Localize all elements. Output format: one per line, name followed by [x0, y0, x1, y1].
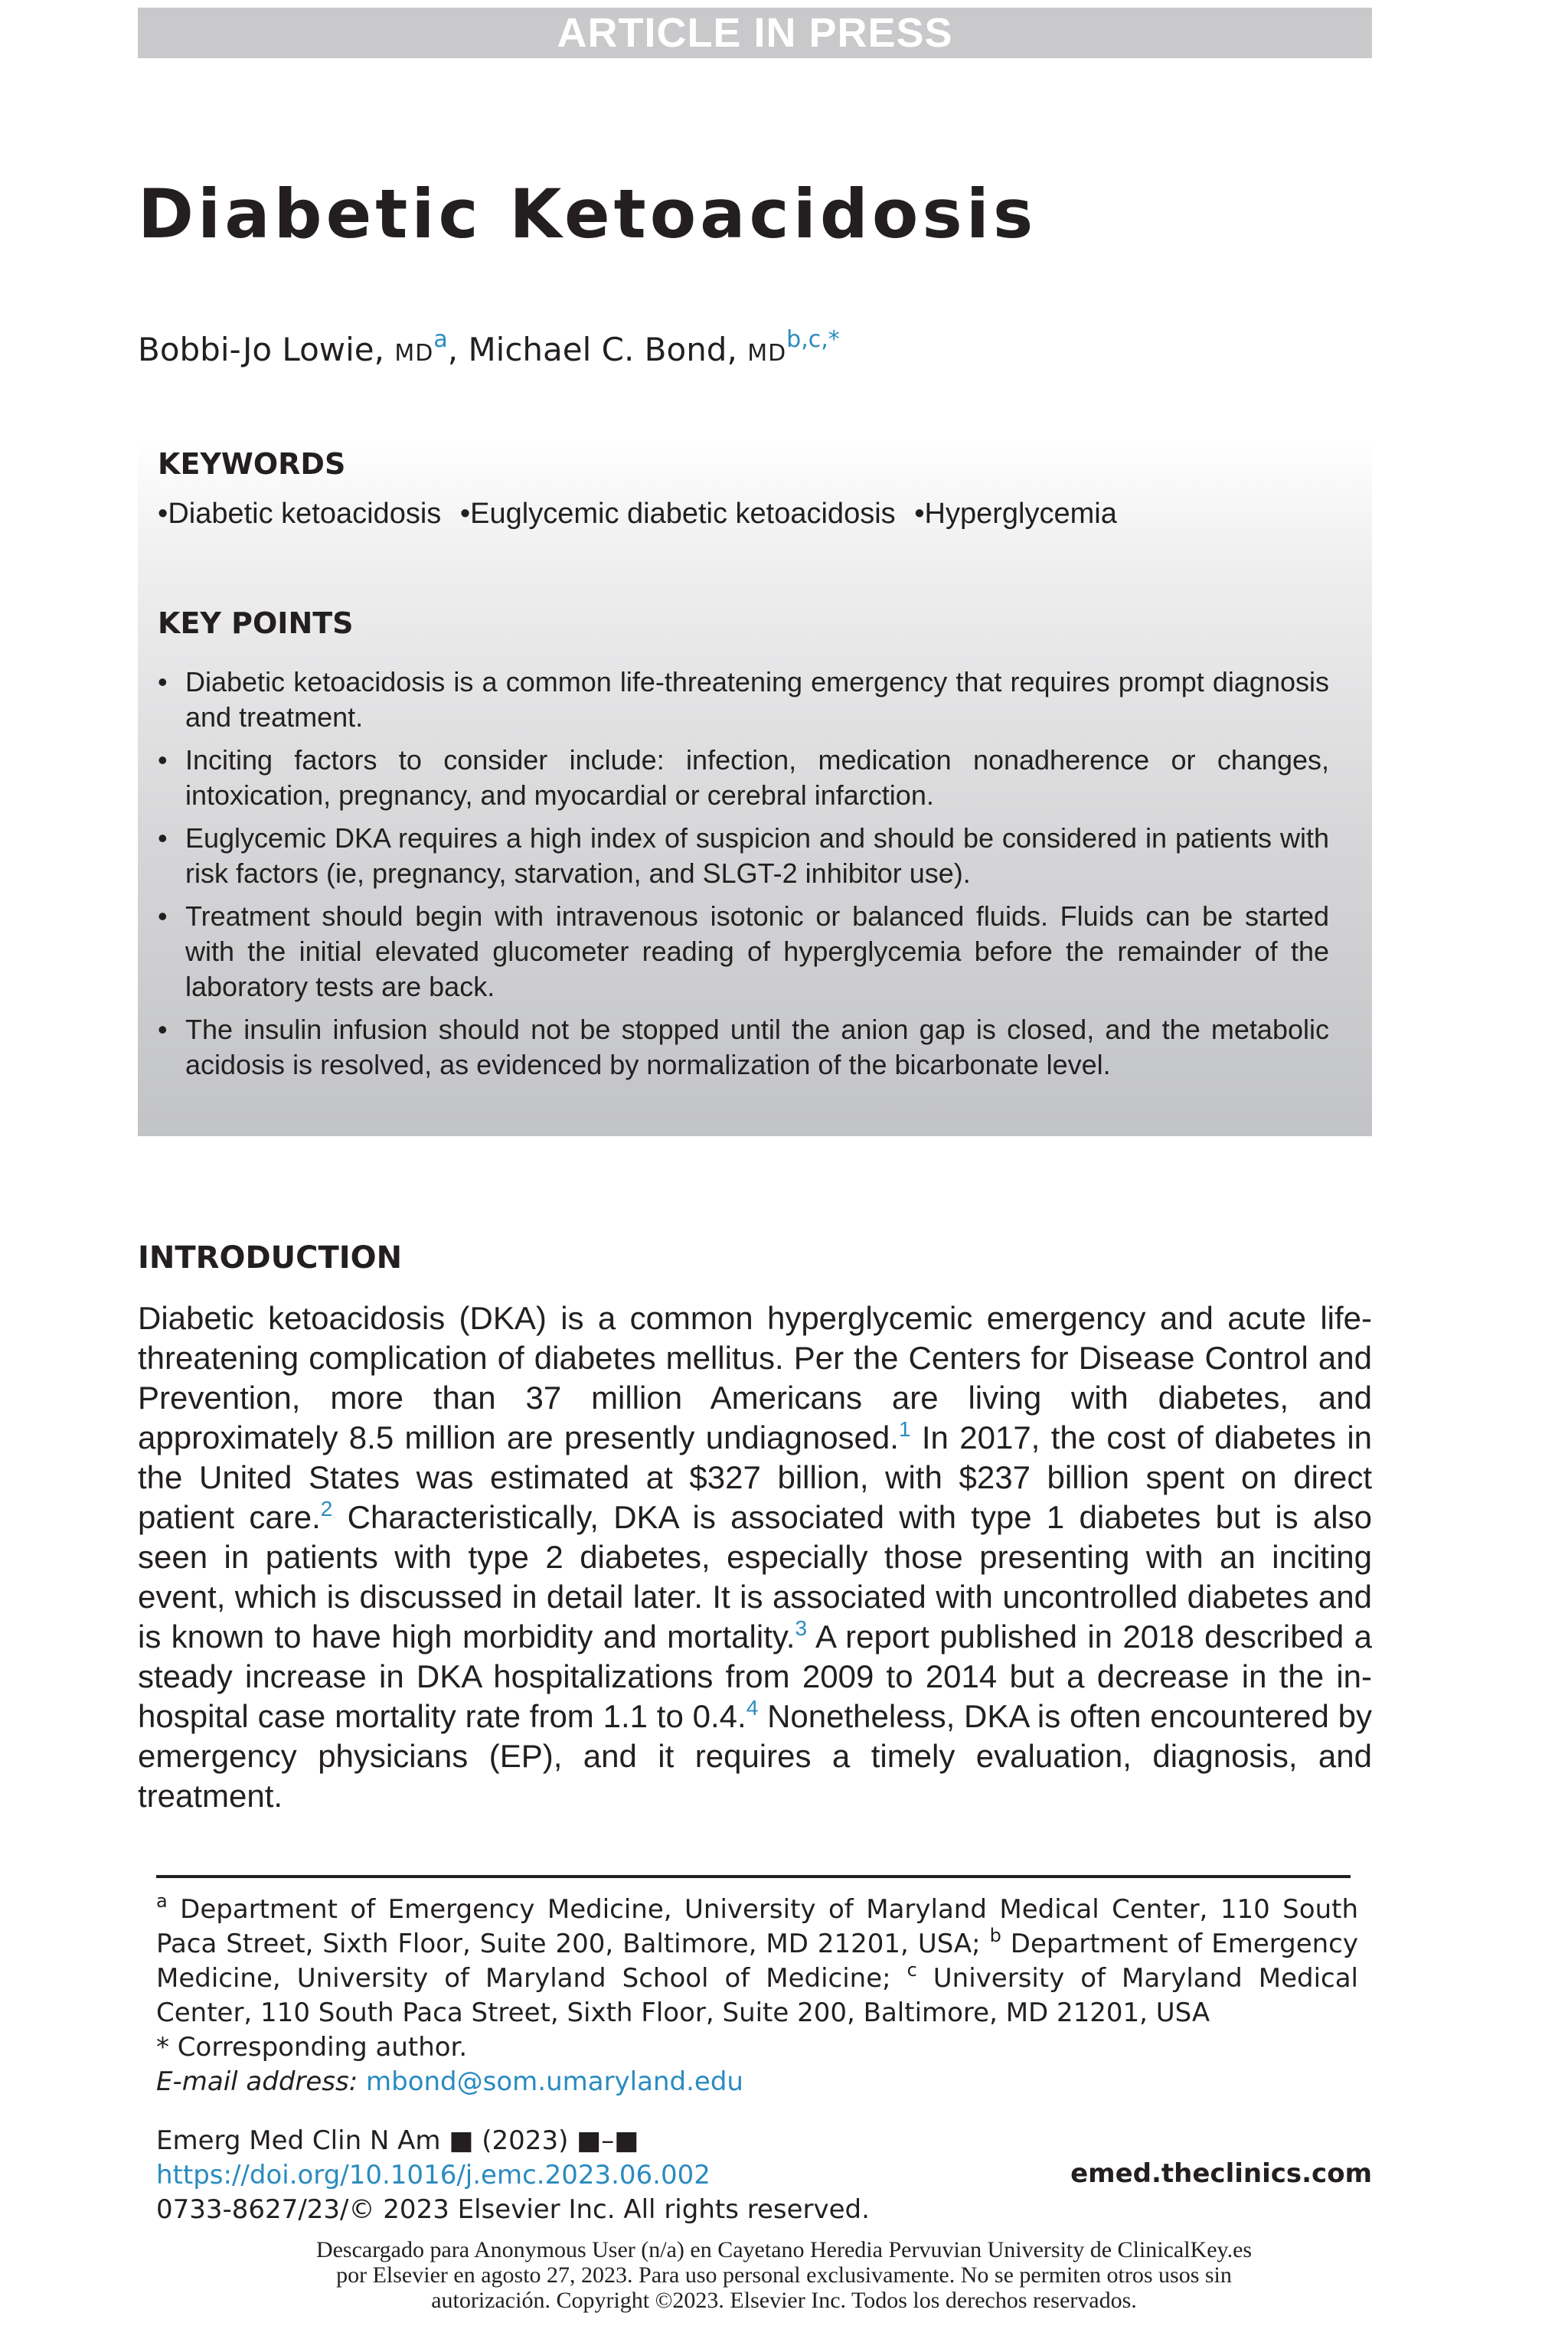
download-notice: Descargado para Anonymous User (n/a) en Cayetano Heredia Pervuvian University de ClinicalKey.es por Elsevier en agosto 27, 2023. Para uso personal exclusivamente. No se permiten otros usos sin autorización. Copyright ©2023. Elsevier Inc. Todos los derechos reservados.: [315, 2237, 1253, 2313]
keyword-item: • Diabetic ketoacidosis: [158, 498, 441, 530]
reference-link[interactable]: 2: [320, 1497, 333, 1521]
keywords-heading: KEYWORDS: [158, 447, 346, 481]
bullet-icon: •: [158, 744, 168, 776]
bullet-icon: •: [158, 1014, 168, 1045]
author-degree: MD: [394, 340, 434, 367]
footnote-divider: [156, 1875, 1351, 1878]
journal-site: emed.theclinics.com: [1070, 2158, 1372, 2189]
affiliation-footnote: $^a$ Department of Emergency Medicine, University of Maryland Medical Center, 110 South Paca Street, Sixth Floor, Suite 200, Baltimore, MD 21201, USA; $^b$ Department of Emergency Medicine, University of Maryland School of Medicine; $^c$ University of Maryland Medical Center, 110 South Paca Street, Sixth Floor, Suite 200, Baltimore, MD 21201, USA: [156, 1890, 1358, 2028]
keywords-list: [158, 498, 1128, 531]
email-link[interactable]: mbond@som.umaryland.edu: [366, 2066, 743, 2097]
keyword-item: • Hyperglycemia: [914, 498, 1117, 530]
keyword-item: • Euglycemic diabetic ketoacidosis: [460, 498, 896, 530]
article-title: Diabetic Ketoacidosis: [138, 175, 1037, 253]
affiliation-link[interactable]: a: [433, 326, 448, 353]
author-line: Bobbi-Jo Lowie, $MD^a$, Michael C. Bond, $MD^{b,c,*}$: [138, 326, 840, 368]
doi-link[interactable]: https://doi.org/10.1016/j.emc.2023.06.002: [156, 2160, 710, 2190]
copyright-line: 0733-8627/23/© 2023 Elsevier Inc. All rights reserved.: [156, 2194, 870, 2225]
author-name: Bobbi-Jo Lowie,: [138, 331, 384, 368]
affiliation-link[interactable]: b,c,*: [786, 326, 840, 353]
bullet-icon: •: [158, 900, 168, 932]
key-points-heading: KEY POINTS: [158, 606, 354, 640]
key-point-item: • The insulin infusion should not be stopped until the anion gap is closed, and the metabolic acidosis is resolved, as evidenced by normalization of the bicarbonate level.: [158, 1014, 1329, 1080]
key-points-list: [158, 665, 1329, 1090]
reference-link[interactable]: 1: [898, 1417, 911, 1441]
corresponding-author-note: * Corresponding author.: [156, 2032, 468, 2063]
email-line: E-mail address: mbond@som.umaryland.edu: [156, 2066, 743, 2097]
key-point-item: • Euglycemic DKA requires a high index of suspicion and should be considered in patients with risk factors (ie, pregnancy, starvation, and SLGT-2 inhibitor use).: [158, 822, 1329, 889]
key-point-item: • Inciting factors to consider include: infection, medication nonadherence or changes, intoxication, pregnancy, and myocardial or cerebral infarction.: [158, 744, 1329, 811]
key-point-item: • Diabetic ketoacidosis is a common life-threatening emergency that requires prompt diagnosis and treatment.: [158, 666, 1329, 733]
bullet-icon: •: [158, 822, 168, 854]
author-name: Michael C. Bond,: [468, 331, 737, 368]
introduction-heading: INTRODUCTION: [138, 1240, 403, 1276]
footnotes: [156, 1890, 1358, 2099]
key-point-item: • Treatment should begin with intravenous isotonic or balanced fluids. Fluids can be started with the initial elevated glucometer reading of hyperglycemia before the remainder of the laboratory tests are back.: [158, 900, 1329, 1002]
bullet-icon: •: [158, 666, 168, 697]
journal-citation: Emerg Med Clin N Am ■ (2023) ■–■: [156, 2125, 639, 2156]
article-in-press-banner: ARTICLE IN PRESS: [138, 8, 1372, 58]
reference-link[interactable]: 4: [746, 1696, 759, 1720]
reference-link[interactable]: 3: [795, 1616, 808, 1640]
introduction-paragraph: Diabetic ketoacidosis (DKA) is a common hyperglycemic emergency and acute life-threatening complication of diabetes mellitus. Per the Centers for Disease Control and Prevention, more than 37 million Americans are living with diabetes, and approximately 8.5 million are presently undiagnosed.$^1$ In 2017, the cost of diabetes in the United States was estimated at $327 billion, with $237 billion spent on direct patient care.$^2$ Characteristically, DKA is associated with type 1 diabetes but is also seen in patients with type 2 diabetes, especially those presenting with an inciting event, which is discussed in detail later. It is associated with uncontrolled diabetes and is known to have high morbidity and mortality.$^3$ A report published in 2018 described a steady increase in DKA hospitalizations from 2009 to 2014 but a decrease in the in-hospital case mortality rate from 1.1 to 0.4.$^4$ Nonetheless, DKA is often encountered by emergency physicians (EP), and it requires a timely evaluation, diagnosis, and treatment.: [138, 1300, 1373, 1814]
author-degree: MD: [747, 340, 787, 367]
